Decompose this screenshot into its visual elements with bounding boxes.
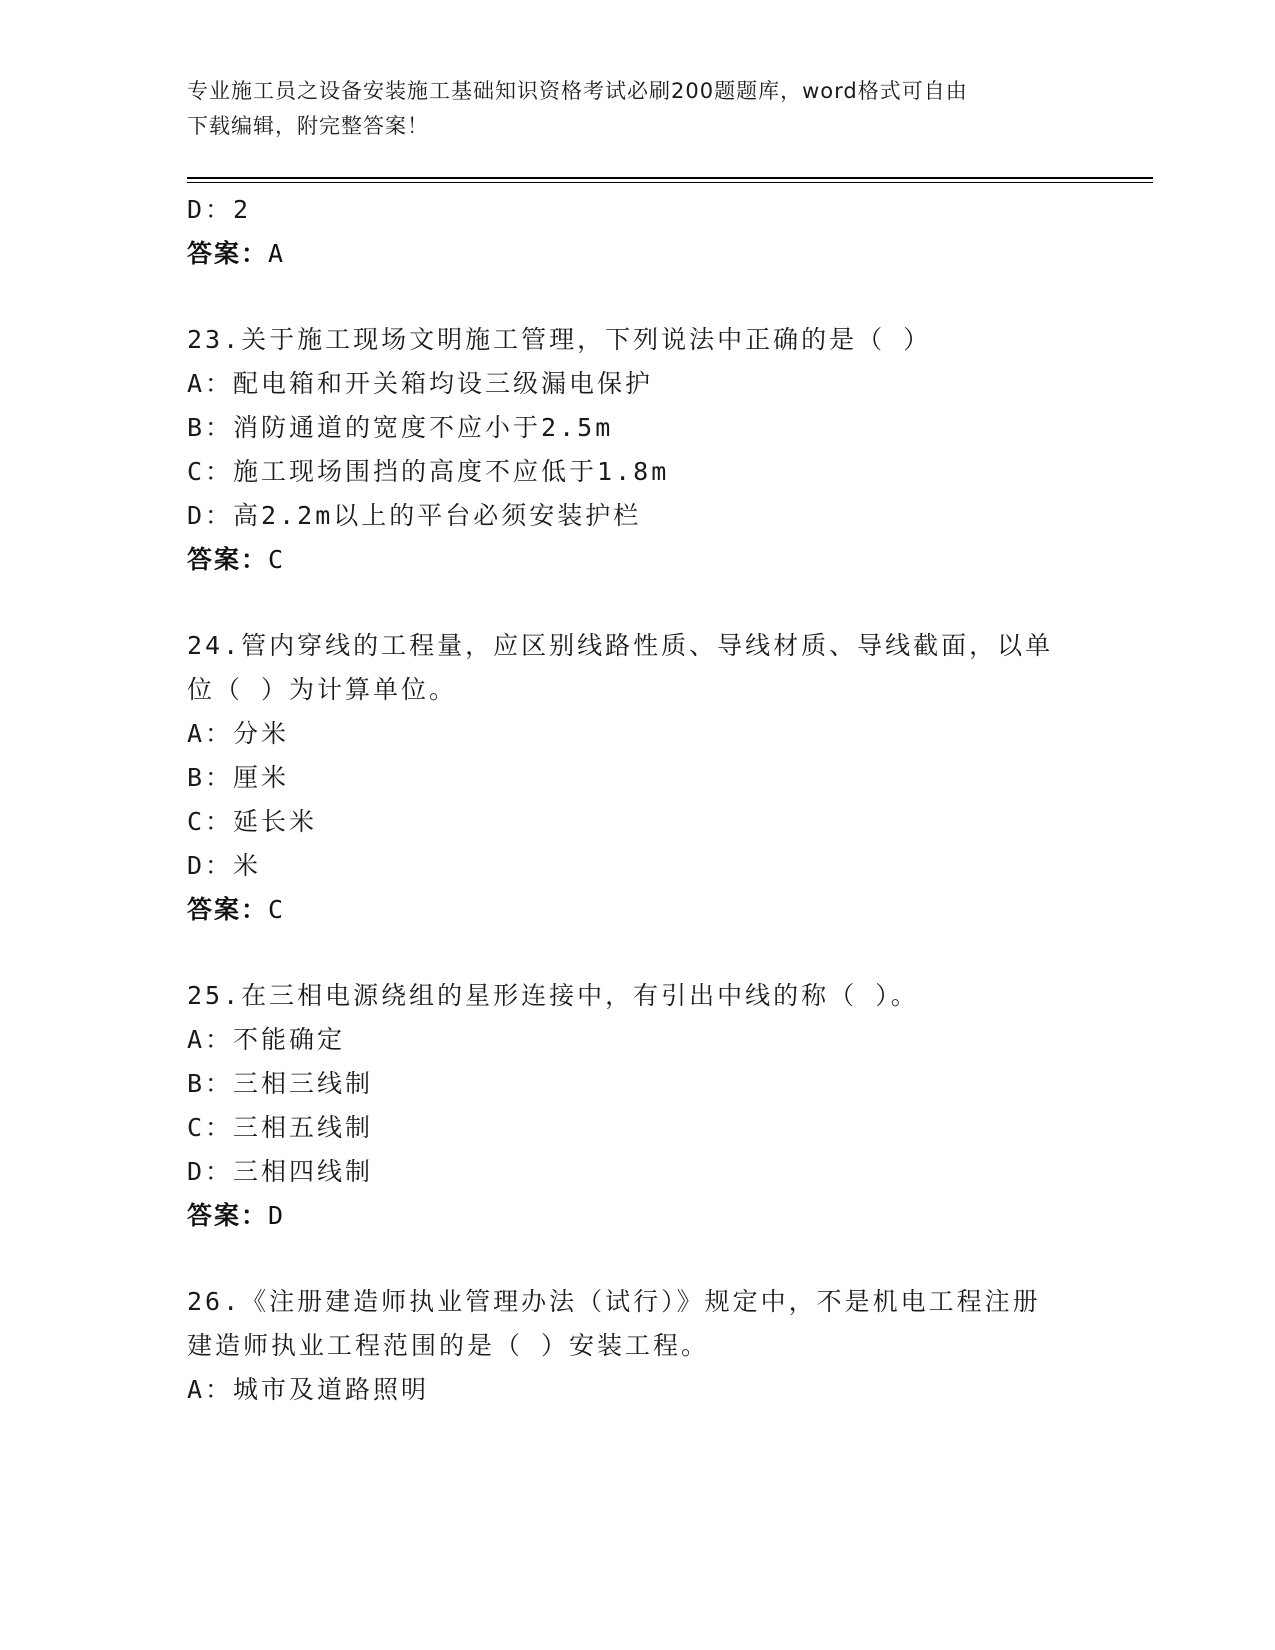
q23-option-a: A：配电箱和开关箱均设三级漏电保护 xyxy=(187,369,654,398)
answer-value: D xyxy=(268,1201,286,1230)
answer-label: 答案： xyxy=(187,1201,269,1230)
prev-answer xyxy=(187,239,285,269)
q26-option-a: A：城市及道路照明 xyxy=(187,1375,430,1404)
header-line-1: 专业施工员之设备安装施工基础知识资格考试必刷200题题库，word格式可自由 xyxy=(187,79,968,103)
q24-answer xyxy=(187,895,285,925)
document-header xyxy=(187,74,1067,144)
q25-stem: 25.在三相电源绕组的星形连接中，有引出中线的称（ ）。 xyxy=(187,981,919,1010)
q23-option-d: D：高2.2m以上的平台必须安装护栏 xyxy=(187,501,642,530)
q23-stem: 23.关于施工现场文明施工管理，下列说法中正确的是（ ） xyxy=(187,325,932,354)
header-line-2: 下载编辑，附完整答案！ xyxy=(187,114,429,138)
q24-option-a: A：分米 xyxy=(187,719,290,748)
header-divider-thick xyxy=(187,177,1153,179)
header-divider-thin xyxy=(187,182,1153,183)
q25-option-d: D：三相四线制 xyxy=(187,1157,374,1186)
q23-answer xyxy=(187,545,285,575)
prev-option-d: D：2 xyxy=(187,195,252,224)
q25-option-a: A：不能确定 xyxy=(187,1025,346,1054)
q24-option-d: D：米 xyxy=(187,851,262,880)
answer-label: 答案： xyxy=(187,895,269,924)
q24-stem-line-1: 24.管内穿线的工程量，应区别线路性质、导线材质、导线截面，以单 xyxy=(187,631,1054,660)
q23-option-b: B：消防通道的宽度不应小于2.5m xyxy=(187,413,614,442)
q24-option-c: C：延长米 xyxy=(187,807,318,836)
answer-value: C xyxy=(268,895,286,924)
q25-answer xyxy=(187,1201,285,1231)
q24-option-b: B：厘米 xyxy=(187,763,290,792)
q26-stem-line-2: 建造师执业工程范围的是（ ）安装工程。 xyxy=(187,1331,710,1360)
q26-stem-line-1: 26.《注册建造师执业管理办法（试行）》规定中，不是机电工程注册 xyxy=(187,1287,1041,1316)
answer-label: 答案： xyxy=(187,545,269,574)
answer-value: C xyxy=(268,545,286,574)
q23-option-c: C：施工现场围挡的高度不应低于1.8m xyxy=(187,457,670,486)
q24-stem-line-2: 位（ ）为计算单位。 xyxy=(187,675,458,704)
q25-option-b: B：三相三线制 xyxy=(187,1069,374,1098)
answer-label: 答案： xyxy=(187,239,269,268)
q25-option-c: C：三相五线制 xyxy=(187,1113,374,1142)
answer-value: A xyxy=(268,239,286,268)
